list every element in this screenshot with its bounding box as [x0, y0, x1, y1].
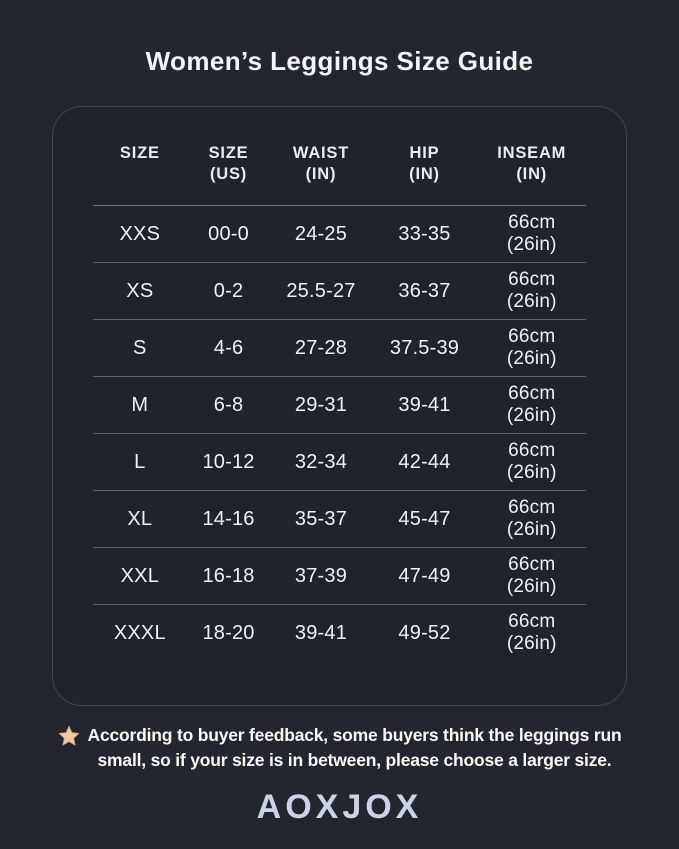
inseam-cell: 66cm (26in) — [478, 320, 587, 377]
waist-cell: 29-31 — [270, 377, 371, 434]
inseam-cell: 66cm (26in) — [478, 206, 587, 263]
table-row — [93, 206, 586, 263]
waist-cell: 24-25 — [270, 206, 371, 263]
waist-cell: 25.5-27 — [270, 263, 371, 320]
size-us-cell: 0-2 — [187, 263, 271, 320]
note-text — [88, 723, 622, 773]
note-line-1: According to buyer feedback, some buyers think the leggings run — [87, 725, 622, 745]
waist-cell: 37-39 — [270, 548, 371, 605]
size-table — [93, 107, 586, 662]
size-us-cell: 4-6 — [187, 320, 271, 377]
header-size-us: SIZE (US) — [187, 107, 271, 206]
hip-cell: 45-47 — [372, 491, 478, 548]
size-table-body — [93, 206, 586, 662]
brand-logo: AOXJOX — [256, 788, 423, 826]
page-title: Women’s Leggings Size Guide — [145, 46, 534, 76]
table-row — [93, 263, 586, 320]
star-icon — [58, 725, 80, 747]
size-cell: XXXL — [113, 621, 166, 644]
header-size: SIZE — [93, 107, 187, 206]
buyer-feedback-note — [0, 723, 679, 773]
hip-cell: 49-52 — [398, 621, 451, 644]
inseam-cell: 66cm (26in) — [478, 548, 587, 605]
size-cell: XL — [93, 491, 187, 548]
table-row — [93, 320, 586, 377]
inseam-cell: 66cm (26in) — [478, 491, 587, 548]
size-cell: S — [93, 320, 187, 377]
waist-cell: 27-28 — [270, 320, 371, 377]
hip-cell: 36-37 — [372, 263, 478, 320]
size-cell: M — [93, 377, 187, 434]
hip-cell: 39-41 — [372, 377, 478, 434]
hip-cell: 47-49 — [372, 548, 478, 605]
table-row — [93, 605, 586, 662]
inseam-cell: 66cm (26in) — [506, 611, 557, 655]
inseam-cell: 66cm (26in) — [478, 377, 587, 434]
table-row — [93, 377, 586, 434]
hip-cell: 33-35 — [372, 206, 478, 263]
inseam-cell: 66cm (26in) — [478, 434, 587, 491]
hip-cell: 42-44 — [372, 434, 478, 491]
table-row — [93, 434, 586, 491]
size-cell: L — [93, 434, 187, 491]
waist-cell: 39-41 — [294, 621, 348, 644]
note-line-2: small, so if your size is in between, please choose a larger size. — [97, 750, 612, 770]
size-us-cell: 16-18 — [187, 548, 271, 605]
header-inseam: INSEAM (IN) — [478, 107, 587, 206]
size-cell: XS — [93, 263, 187, 320]
waist-cell: 35-37 — [270, 491, 371, 548]
table-row — [93, 548, 586, 605]
waist-cell: 32-34 — [270, 434, 371, 491]
hip-cell: 37.5-39 — [372, 320, 478, 377]
size-us-cell: 14-16 — [187, 491, 271, 548]
header-waist: WAIST (IN) — [270, 107, 371, 206]
size-cell: XXS — [93, 206, 187, 263]
size-cell: XXL — [93, 548, 187, 605]
header-hip: HIP (IN) — [372, 107, 478, 206]
inseam-cell: 66cm (26in) — [478, 263, 587, 320]
size-us-cell: 6-8 — [187, 377, 271, 434]
size-guide-panel — [52, 106, 627, 706]
size-us-cell: 18-20 — [202, 621, 255, 644]
size-us-cell: 00-0 — [187, 206, 271, 263]
size-table-header — [93, 107, 586, 206]
size-us-cell: 10-12 — [187, 434, 271, 491]
table-row — [93, 491, 586, 548]
